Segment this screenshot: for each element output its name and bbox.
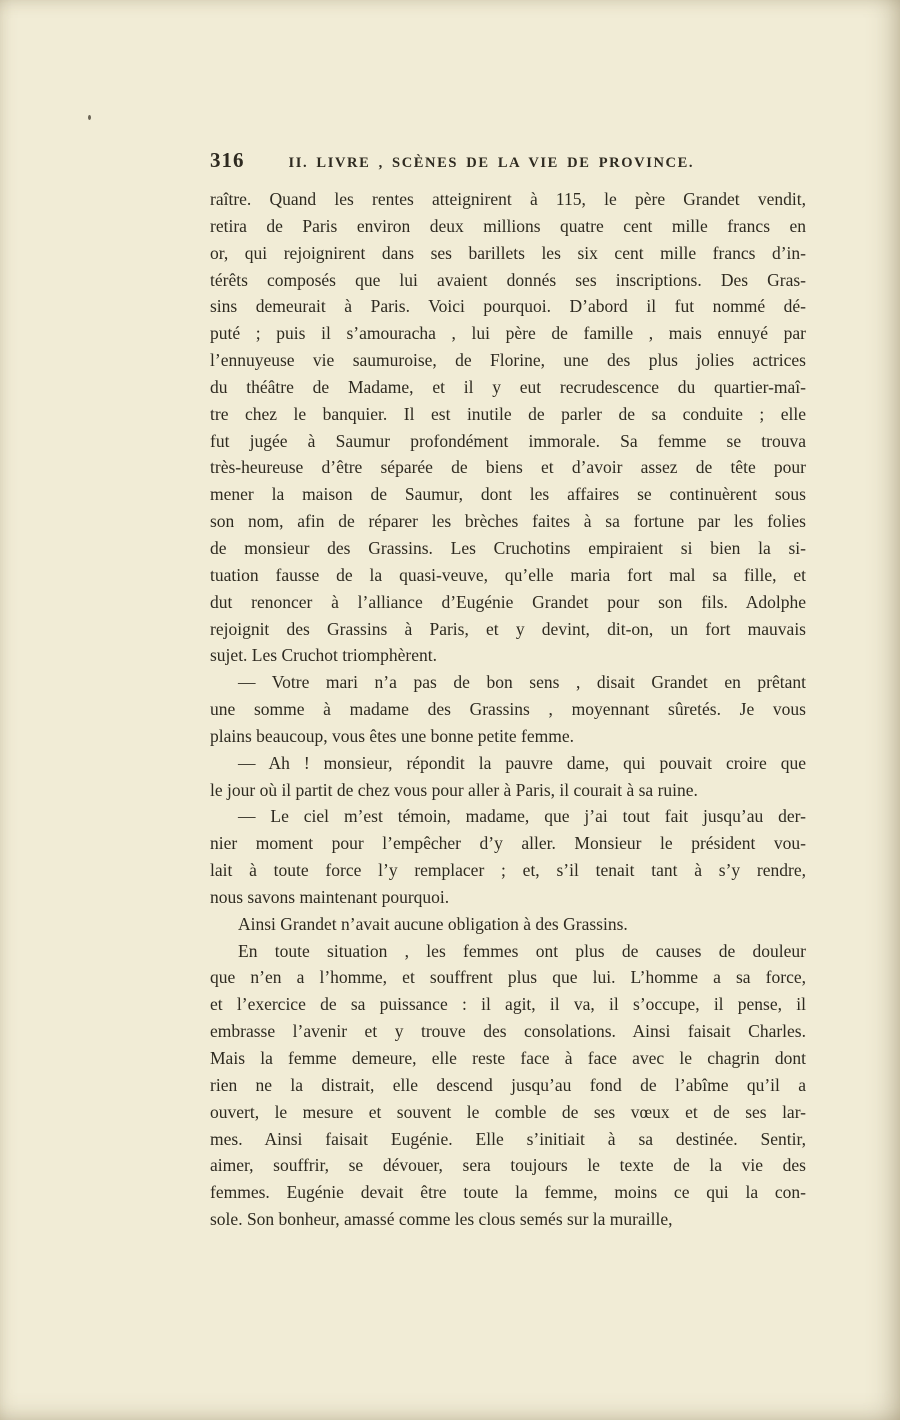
text-line: fut jugée à Saumur profondément immorale. Sa femme se trouva	[210, 430, 806, 451]
text-line: une somme à madame des Grassins , moyennant sûretés. Je vous	[210, 699, 806, 720]
text-line: raître. Quand les rentes atteignirent à 115, le père Grandet vendit,	[210, 189, 806, 209]
text-line: Ainsi Grandet n’avait aucune obligation à des Grassins.	[238, 913, 628, 934]
paper-speck	[88, 115, 91, 120]
text-line: — Ah ! monsieur, répondit la pauvre dame, qui pouvait croire que	[238, 752, 806, 773]
paragraph	[210, 911, 806, 938]
text-line: sujet. Les Cruchot triomphèrent.	[210, 645, 437, 666]
text-line: tuation fausse de la quasi-veuve, qu’elle maria fort mal sa fille, et	[210, 564, 806, 585]
text-line: que n’en a l’homme, et souffrent plus que lui. L’homme a sa force,	[210, 967, 806, 988]
text-line: très-heureuse d’être séparée de biens et d’avoir assez de tête pour	[210, 457, 806, 478]
running-head: II. LIVRE , SCÈNES DE LA VIE DE PROVINCE.	[288, 155, 695, 171]
text-line: aimer, souffrir, se dévouer, sera toujours le texte de la vie des	[210, 1155, 806, 1176]
text-line: et l’exercice de sa puissance : il agit, il va, il s’occupe, il pense, il	[210, 994, 806, 1015]
page-number: 316	[210, 148, 245, 172]
text-line: l’ennuyeuse vie saumuroise, de Florine, une des plus jolies actrices	[210, 350, 806, 371]
text-line: térêts composés que lui avaient donnés ses inscriptions. Des Gras-	[210, 269, 806, 290]
text-line: En toute situation , les femmes ont plus de causes de douleur	[238, 940, 806, 961]
text-line: lait à toute force l’y remplacer ; et, s’il tenait tant à s’y rendre,	[210, 860, 806, 881]
text-line: le jour où il partit de chez vous pour aller à Paris, il courait à sa ruine.	[210, 779, 698, 800]
text-line: or, qui rejoignirent dans ses barillets les six cent mille francs d’in-	[210, 242, 806, 263]
text-block	[210, 186, 806, 1233]
text-line: — Votre mari n’a pas de bon sens , disait Grandet en prêtant	[238, 672, 806, 693]
paragraph	[210, 186, 806, 669]
text-line: sole. Son bonheur, amassé comme les clous semés sur la muraille,	[210, 1209, 673, 1230]
text-line: — Le ciel m’est témoin, madame, que j’ai tout fait jusqu’au der-	[238, 806, 806, 827]
text-line: retira de Paris environ deux millions quatre cent mille francs en	[210, 215, 806, 236]
paragraph	[210, 938, 806, 1233]
text-line: embrasse l’avenir et y trouve des consolations. Ainsi faisait Charles.	[210, 1021, 806, 1042]
text-line: nier moment pour l’empêcher d’y aller. Monsieur le président vou-	[210, 833, 806, 854]
text-line: Mais la femme demeure, elle reste face à face avec le chagrin dont	[210, 1048, 806, 1068]
text-line: dut renoncer à l’alliance d’Eugénie Grandet pour son fils. Adolphe	[210, 591, 806, 612]
paragraph	[210, 750, 806, 804]
text-line: ouvert, le mesure et souvent le comble de ses vœux et de ses lar-	[210, 1101, 806, 1122]
text-line: tre chez le banquier. Il est inutile de parler de sa conduite ; elle	[210, 403, 806, 424]
text-line: son nom, afin de réparer les brèches faites à sa fortune par les folies	[210, 511, 806, 532]
paragraph	[210, 803, 806, 910]
text-line: femmes. Eugénie devait être toute la femme, moins ce qui la con-	[210, 1182, 806, 1203]
text-line: sins demeurait à Paris. Voici pourquoi. D’abord il fut nommé dé-	[210, 296, 806, 317]
text-line: mener la maison de Saumur, dont les affaires se continuèrent sous	[210, 484, 806, 505]
page-header	[210, 148, 806, 173]
text-line: nous savons maintenant pourquoi.	[210, 886, 450, 907]
text-line: du théâtre de Madame, et il y eut recrudescence du quartier-maî-	[210, 376, 806, 397]
text-line: rien ne la distrait, elle descend jusqu’au fond de l’abîme qu’il a	[210, 1074, 806, 1095]
text-line: de monsieur des Grassins. Les Cruchotins empiraient si bien la si-	[210, 537, 806, 558]
text-line: mes. Ainsi faisait Eugénie. Elle s’initiait à sa destinée. Sentir,	[210, 1128, 806, 1149]
text-line: rejoignit des Grassins à Paris, et y devint, dit-on, un fort mauvais	[210, 618, 806, 639]
text-line: puté ; puis il s’amouracha , lui père de famille , mais ennuyé par	[210, 323, 806, 344]
paragraph	[210, 669, 806, 750]
text-line: plains beaucoup, vous êtes une bonne petite femme.	[210, 725, 574, 746]
